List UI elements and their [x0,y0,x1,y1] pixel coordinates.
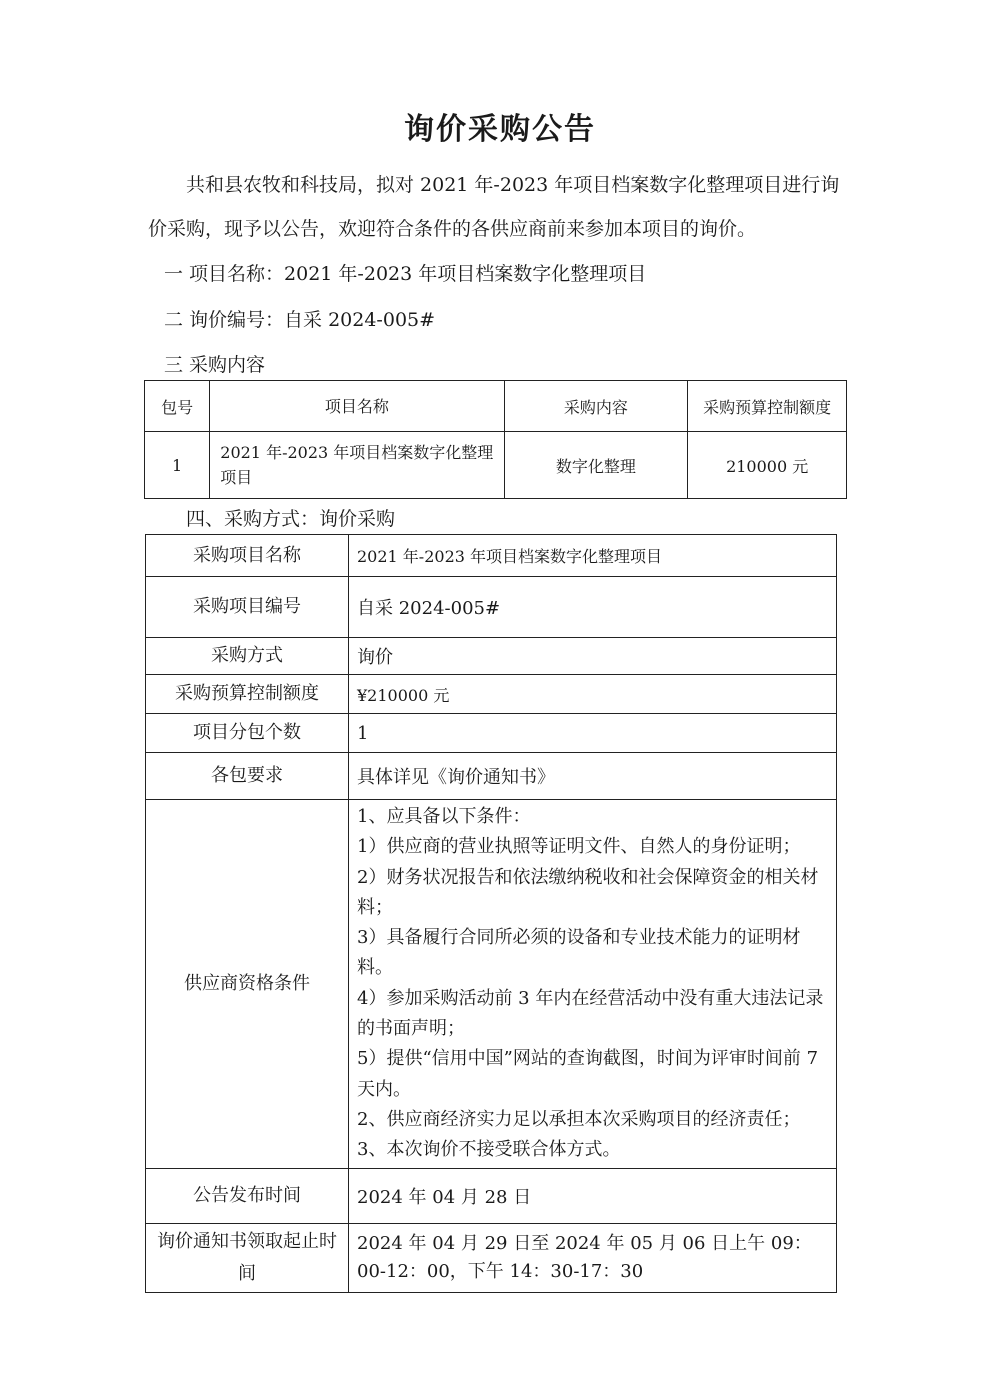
table-row [146,753,837,800]
row-label: 采购项目编号 [146,577,349,638]
row-label: 采购方式 [146,638,349,675]
cell-project-name: 2021 年-2023 年项目档案数字化整理项目 [210,432,504,499]
procurement-content-table [144,380,847,499]
qualification-line: 3）具备履行合同所必须的设备和专业技术能力的证明材料。 [357,927,801,979]
row-value: 2024 年 04 月 29 日至 2024 年 05 月 06 日上午 09：00-12：00，下午 14：30-17：30 [349,1223,837,1292]
qualification-line: 1、应具备以下条件： [357,806,531,827]
page-title: 询价采购公告 [404,112,596,147]
section-project-name: 一 项目名称：2021 年-2023 年项目档案数字化整理项目 [164,263,647,285]
table-row [146,1168,837,1223]
intro-paragraph: 共和县农牧和科技局，拟对 2021 年-2023 年项目档案数字化整理项目进行询价采购，现予以公告，欢迎符合条件的各供应商前来参加本项目的询价。 [148,174,840,240]
qualification-line: 1）供应商的营业执照等证明文件、自然人的身份证明； [357,836,801,858]
row-value: 询价 [349,638,837,675]
qualification-line: 4）参加采购活动前 3 年内在经营活动中没有重大违法记录的书面声明； [357,987,824,1040]
row-label: 采购项目名称 [146,535,349,577]
row-label: 采购预算控制额度 [146,675,349,714]
header-budget: 采购预算控制额度 [688,381,847,432]
row-label: 公告发布时间 [146,1168,349,1223]
table-row [146,675,837,714]
header-project-name: 项目名称 [210,381,504,432]
row-label: 项目分包个数 [146,714,349,753]
row-value: 2024 年 04 月 28 日 [349,1168,837,1223]
table-row [146,714,837,753]
section-procurement-content: 三 采购内容 [164,354,266,376]
row-value: 具体详见《询价通知书》 [349,753,837,800]
table-row [146,1223,837,1292]
qualification-line: 2）财务状况报告和依法缴纳税收和社会保障资金的相关材料； [357,866,819,918]
qualification-list [349,800,837,1169]
qualification-line: 5）提供“信用中国”网站的查询截图，时间为评审时间前 7 天内。 [357,1048,819,1100]
table-row [146,800,837,1169]
table-row [145,432,847,499]
table-row [146,577,837,638]
cell-package-no: 1 [145,432,210,499]
cell-budget: 210000 元 [688,432,847,499]
qualification-line: 2、供应商经济实力足以承担本次采购项目的经济责任； [357,1108,801,1130]
section-procurement-method: 四、采购方式：询价采购 [186,508,396,530]
section-inquiry-number: 二 询价编号：自采 2024-005# [164,309,436,331]
table-row [146,535,837,577]
procurement-method-table [145,534,837,1293]
row-value: 自采 2024-005# [349,577,837,638]
row-label: 各包要求 [146,753,349,800]
row-value: 1 [349,714,837,753]
qualification-line: 3、本次询价不接受联合体方式。 [357,1139,621,1161]
row-value: ¥210000 元 [349,675,837,714]
row-label: 询价通知书领取起止时间 [146,1223,349,1292]
row-label: 供应商资格条件 [146,800,349,1169]
cell-content: 数字化整理 [504,432,688,499]
header-content: 采购内容 [504,381,688,432]
table-header-row [145,381,847,432]
table-row [146,638,837,675]
header-package-no: 包号 [145,381,210,432]
row-value: 2021 年-2023 年项目档案数字化整理项目 [349,535,837,577]
